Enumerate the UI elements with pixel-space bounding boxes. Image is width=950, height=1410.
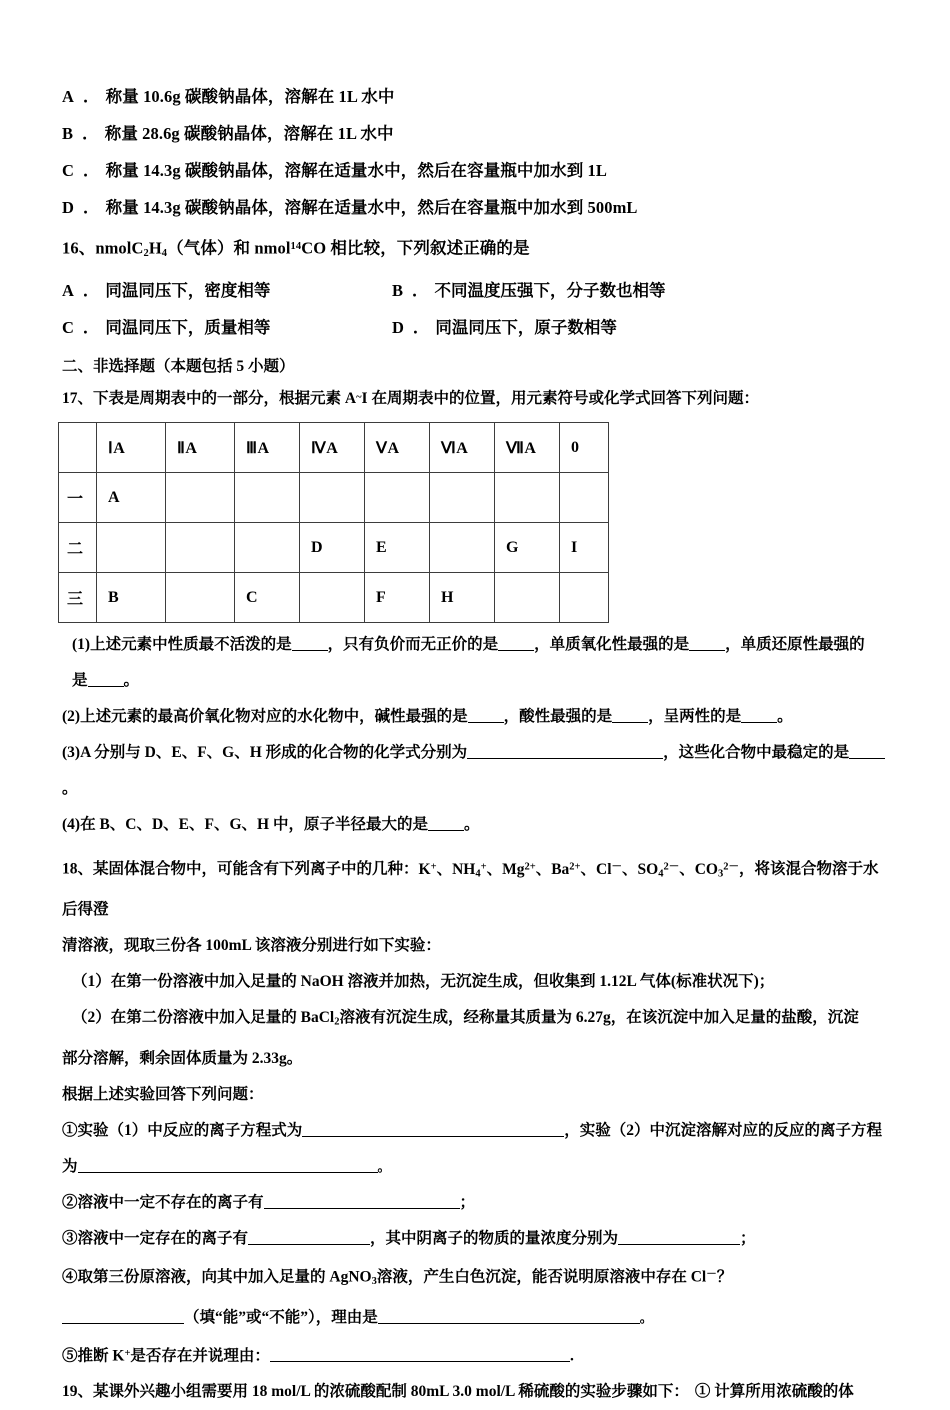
q18-i4-a: ④取第三份原溶液，向其中加入足量的 AgNO — [62, 1268, 372, 1286]
q18-experiment-2 — [62, 1000, 888, 1041]
q18-experiment-2-line2: 部分溶解，剩余固体质量为 2.33g。 — [62, 1049, 303, 1067]
q18-i2-a: ②溶液中一定不存在的离子有 — [62, 1193, 264, 1211]
ptable-cell-r3c5: F — [365, 573, 430, 623]
q17-p2-c: ，呈两性的是 — [648, 708, 742, 726]
q15-option-a-letter: A — [62, 87, 75, 106]
q17-stem-part-b: I 在周期表中的位置，用元素符号或化学式回答下列问题： — [361, 390, 759, 408]
ptable-header-va: ⅤA — [365, 423, 430, 473]
periodic-table-fragment — [58, 422, 609, 623]
q18-i1-b: ，实验（2）中沉淀溶解对应的反应的离子方程 — [564, 1121, 883, 1139]
q17-p1-a: (1)上述元素中性质最不活泼的是 — [72, 636, 292, 654]
q17-p3-blank-1[interactable] — [467, 758, 663, 759]
q17-p1-b: ，只有负价而无正价的是 — [327, 636, 499, 654]
q17-p3-a: (3)A 分别与 D、E、F、G、H 形成的化合物的化学式分别为 — [62, 744, 468, 762]
q18-i4-blank-1[interactable] — [62, 1323, 184, 1324]
q18-i1-blank-2[interactable] — [78, 1172, 378, 1173]
q17-p3-b: ，这些化合物中最稳定的是 — [663, 744, 850, 762]
q17-p1-blank-1[interactable] — [292, 650, 328, 651]
q18-i2-blank-1[interactable] — [264, 1208, 460, 1209]
ptable-cell-r1c6 — [430, 473, 495, 523]
q16-option-d-text: 同温同压下，原子数相等 — [435, 318, 617, 338]
q16-option-b-letter: B — [392, 281, 404, 301]
q16-stem-post: （气体）和 nmol — [167, 238, 291, 258]
q18-stem-post: ，将该混合物溶于水后得澄 — [62, 860, 879, 919]
ptable-header-iva: ⅣA — [300, 423, 365, 473]
q17-part-1 — [62, 627, 888, 699]
q16-option-c: C ． 同温同压下，质量相等 — [62, 318, 271, 338]
ptable-cell-r1c8 — [560, 473, 609, 523]
q17-part-4 — [62, 807, 888, 843]
q16-option-b: B ． 不同温度压强下，分子数也相等 — [392, 281, 666, 301]
q17-part-3 — [62, 735, 888, 807]
q18-stem-pre: 18、某固体混合物中，可能含有下列离子中的几种： — [62, 860, 419, 878]
ptable-header-iiia: ⅢA — [235, 423, 300, 473]
ptable-header-via: ⅥA — [430, 423, 495, 473]
q16-sub-1: 2 — [143, 248, 149, 260]
ptable-cell-r2c3 — [235, 523, 300, 573]
q18-exp2-b: 溶液有沉淀生成，经称量其质量为 6.27g，在该沉淀中加入足量的盐酸，沉淀 — [339, 1009, 859, 1027]
q18-i5-blank-1[interactable] — [270, 1361, 570, 1362]
q17-p2-b: ，酸性最强的是 — [503, 708, 613, 726]
q16-stem-co: CO 相比较，下列叙述正确的是 — [301, 238, 530, 258]
q16-options-row-2 — [62, 309, 888, 346]
q16-option-c-letter: C — [62, 318, 74, 338]
q15-option-d-text: 称量 14.3g 碳酸钠晶体，溶解在适量水中，然后在容量瓶中加水到 500mL — [105, 198, 638, 217]
q19-text-b: ① 计算所用浓硫酸的体 — [694, 1383, 854, 1401]
ptable-cell-r1c7 — [495, 473, 560, 523]
q15-option-d-letter: D — [62, 198, 75, 217]
ptable-cell-r1c1: A — [97, 473, 166, 523]
q18-exp2-a: （2）在第二份溶液中加入足量的 BaCl — [72, 1009, 335, 1027]
ptable-cell-r1c4 — [300, 473, 365, 523]
q18-i1-a: ①实验（1）中反应的离子方程式为 — [62, 1121, 303, 1139]
q17-p1-d: ，单质还原性最强的 — [725, 636, 865, 654]
q18-item-5 — [62, 1336, 888, 1374]
ptable-row-period-3 — [59, 573, 609, 623]
question-19 — [62, 1374, 888, 1410]
q17-p1-blank-3[interactable] — [689, 650, 725, 651]
q18-i2-b: ； — [459, 1193, 476, 1211]
ptable-row-period-1 — [59, 473, 609, 523]
ptable-cell-r3c4 — [300, 573, 365, 623]
ptable-cell-r2c2 — [166, 523, 235, 573]
ptable-corner-cell — [59, 423, 97, 473]
ptable-cell-r3c7 — [495, 573, 560, 623]
q17-p4-b: 。 — [463, 816, 480, 834]
q18-i4-blank-2[interactable] — [378, 1323, 640, 1324]
ptable-cell-r3c2 — [166, 573, 235, 623]
q17-p3-c: 。 — [62, 780, 78, 798]
q18-experiment-1: （1）在第一份溶液中加入足量的 NaOH 溶液并加热，无沉淀生成，但收集到 1.12L 气体(标准状况下)； — [72, 973, 775, 991]
q18-i5-c: . — [569, 1347, 574, 1365]
section-2-title: 二、非选择题（本题包括 5 小题） — [62, 358, 295, 376]
q17-p4-blank-1[interactable] — [428, 830, 464, 831]
q15-option-b-text: 称量 28.6g 碳酸钠晶体，溶解在 1L 水中 — [104, 124, 394, 143]
q15-option-c: C ． 称量 14.3g 碳酸钠晶体，溶解在适量水中，然后在容量瓶中加水到 1L — [62, 161, 607, 180]
ptable-cell-r2c8: I — [560, 523, 609, 573]
q17-p1-e: 是 — [72, 672, 88, 690]
q17-tilde: ~ — [356, 392, 362, 404]
ptable-header-ia: ⅠA — [97, 423, 166, 473]
q17-p1-blank-2[interactable] — [498, 650, 534, 651]
ptable-cell-r1c3 — [235, 473, 300, 523]
q18-i4-sub: 3 — [371, 1275, 377, 1287]
q18-i3-blank-2[interactable] — [618, 1244, 740, 1245]
q16-option-d: D ． 同温同压下，原子数相等 — [392, 318, 617, 338]
ptable-header-row — [59, 423, 609, 473]
q16-number: 16、 — [62, 238, 96, 258]
q17-p3-blank-2[interactable] — [849, 758, 885, 759]
q18-stem — [62, 849, 888, 928]
q18-i4-sup: － — [706, 1268, 717, 1280]
q18-exp2-sub: 2 — [334, 1016, 340, 1028]
q18-i4-b: 溶液，产生白色沉淀，能否说明原溶液中存在 Cl — [376, 1268, 707, 1286]
q18-i4-l2a: （填“能”或“不能”），理由是 — [184, 1308, 378, 1326]
q17-stem-part-a: 17、下表是周期表中的一部分，根据元素 A — [62, 390, 357, 408]
ptable-header-viia: ⅦA — [495, 423, 560, 473]
q18-i1-c: 为 — [62, 1157, 78, 1175]
q18-i3-b: ，其中阴离子的物质的量浓度分别为 — [370, 1229, 619, 1247]
q15-options-block — [62, 78, 888, 226]
q17-p2-d: 。 — [777, 708, 793, 726]
q17-p4-a: (4)在 B、C、D、E、F、G、H 中，原子半径最大的是 — [62, 816, 428, 834]
q16-options-row-1 — [62, 272, 888, 309]
q18-i5-b: 是否存在并说理由： — [130, 1347, 270, 1365]
q17-part-2 — [62, 699, 888, 735]
q15-option-a-text: 称量 10.6g 碳酸钠晶体，溶解在 1L 水中 — [105, 87, 395, 106]
ptable-cell-r2c7: G — [495, 523, 560, 573]
ptable-cell-r3c3: C — [235, 573, 300, 623]
q16-stem-pre: nmolC — [95, 238, 144, 258]
ptable-cell-r1c5 — [365, 473, 430, 523]
q18-stem-line2: 清溶液，现取三份各 100mL 该溶液分别进行如下实验： — [62, 937, 441, 955]
q16-sup-14: 14 — [290, 241, 302, 252]
q16-stem — [62, 228, 888, 272]
question-16 — [62, 228, 888, 346]
ptable-row-label-3: 三 — [59, 573, 97, 623]
ptable-cell-r3c1: B — [97, 573, 166, 623]
q18-item-4-line2 — [62, 1300, 888, 1336]
q16-option-b-text: 不同温度压强下，分子数也相等 — [434, 281, 666, 301]
q15-option-d: D ． 称量 14.3g 碳酸钠晶体，溶解在适量水中，然后在容量瓶中加水到 500mL — [62, 198, 638, 217]
q15-option-c-letter: C — [62, 161, 75, 180]
ptable-cell-r2c6 — [430, 523, 495, 573]
ptable-cell-r2c1 — [97, 523, 166, 573]
q17-stem — [62, 382, 888, 415]
q18-i5-a: ⑤推断 K — [62, 1347, 125, 1365]
ptable-header-zero: 0 — [560, 423, 609, 473]
q18-i1-blank-1[interactable] — [302, 1136, 564, 1137]
q15-option-a: A ． 称量 10.6g 碳酸钠晶体，溶解在 1L 水中 — [62, 87, 395, 106]
ptable-row-period-2 — [59, 523, 609, 573]
q18-item-2 — [62, 1185, 888, 1221]
q17-p2-a: (2)上述元素的最高价氧化物对应的水化物中，碱性最强的是 — [62, 708, 468, 726]
q16-option-c-text: 同温同压下，质量相等 — [105, 318, 271, 338]
q15-option-c-text: 称量 14.3g 碳酸钠晶体，溶解在适量水中，然后在容量瓶中加水到 1L — [105, 161, 607, 180]
q18-item-3 — [62, 1221, 888, 1257]
q15-option-b-letter: B — [62, 124, 74, 143]
ptable-cell-r1c2 — [166, 473, 235, 523]
q17-p2-blank-1[interactable] — [468, 722, 504, 723]
q17-p2-blank-2[interactable] — [612, 722, 648, 723]
ptable-row-label-1: 一 — [59, 473, 97, 523]
q16-stem-mid: H — [148, 238, 162, 258]
ptable-header-iia: ⅡA — [166, 423, 235, 473]
ptable-cell-r3c6: H — [430, 573, 495, 623]
q18-i4-l2b: 。 — [639, 1309, 653, 1325]
ptable-cell-r2c4: D — [300, 523, 365, 573]
q18-item-4 — [62, 1257, 888, 1300]
q18-prompt: 根据上述实验回答下列问题： — [62, 1085, 264, 1103]
q17-p2-blank-3[interactable] — [741, 722, 777, 723]
q15-option-b: B ． 称量 28.6g 碳酸钠晶体，溶解在 1L 水中 — [62, 124, 394, 143]
ptable-cell-r2c5: E — [365, 523, 430, 573]
q18-i3-blank-1[interactable] — [248, 1244, 370, 1245]
q18-item-1 — [62, 1113, 888, 1185]
q16-option-a-text: 同温同压下，密度相等 — [105, 281, 271, 301]
ptable-row-label-2: 二 — [59, 523, 97, 573]
q18-i3-a: ③溶液中一定存在的离子有 — [62, 1229, 249, 1247]
q18-i3-c: ； — [740, 1229, 756, 1247]
ptable-cell-r3c8 — [560, 573, 609, 623]
q18-i4-c: ？ — [716, 1268, 733, 1286]
q16-option-a: A ． 同温同压下，密度相等 — [62, 281, 271, 301]
q18-i5-sup: + — [124, 1347, 131, 1359]
q18-i1-d: 。 — [377, 1158, 391, 1174]
q19-text-a: 19、某课外兴趣小组需要用 18 mol/L 的浓硫酸配制 80mL 3.0 mol/L 稀硫酸的实验步骤如下： — [62, 1383, 689, 1401]
q17-p1-blank-4[interactable] — [88, 686, 124, 687]
q16-option-a-letter: A — [62, 281, 74, 301]
q16-sub-2: 4 — [161, 248, 168, 260]
q17-p1-f: 。 — [123, 672, 140, 690]
q17-p1-c: ，单质氧化性最强的是 — [534, 636, 690, 654]
q18-ion-list: K+、$NH_4^+$、$Mg^{2+}$、$Ba^{2+}$、Cl－、$SO_4^{2-}$、$CO_3^{2-}$ — [418, 860, 739, 880]
q16-option-d-letter: D — [392, 318, 404, 338]
